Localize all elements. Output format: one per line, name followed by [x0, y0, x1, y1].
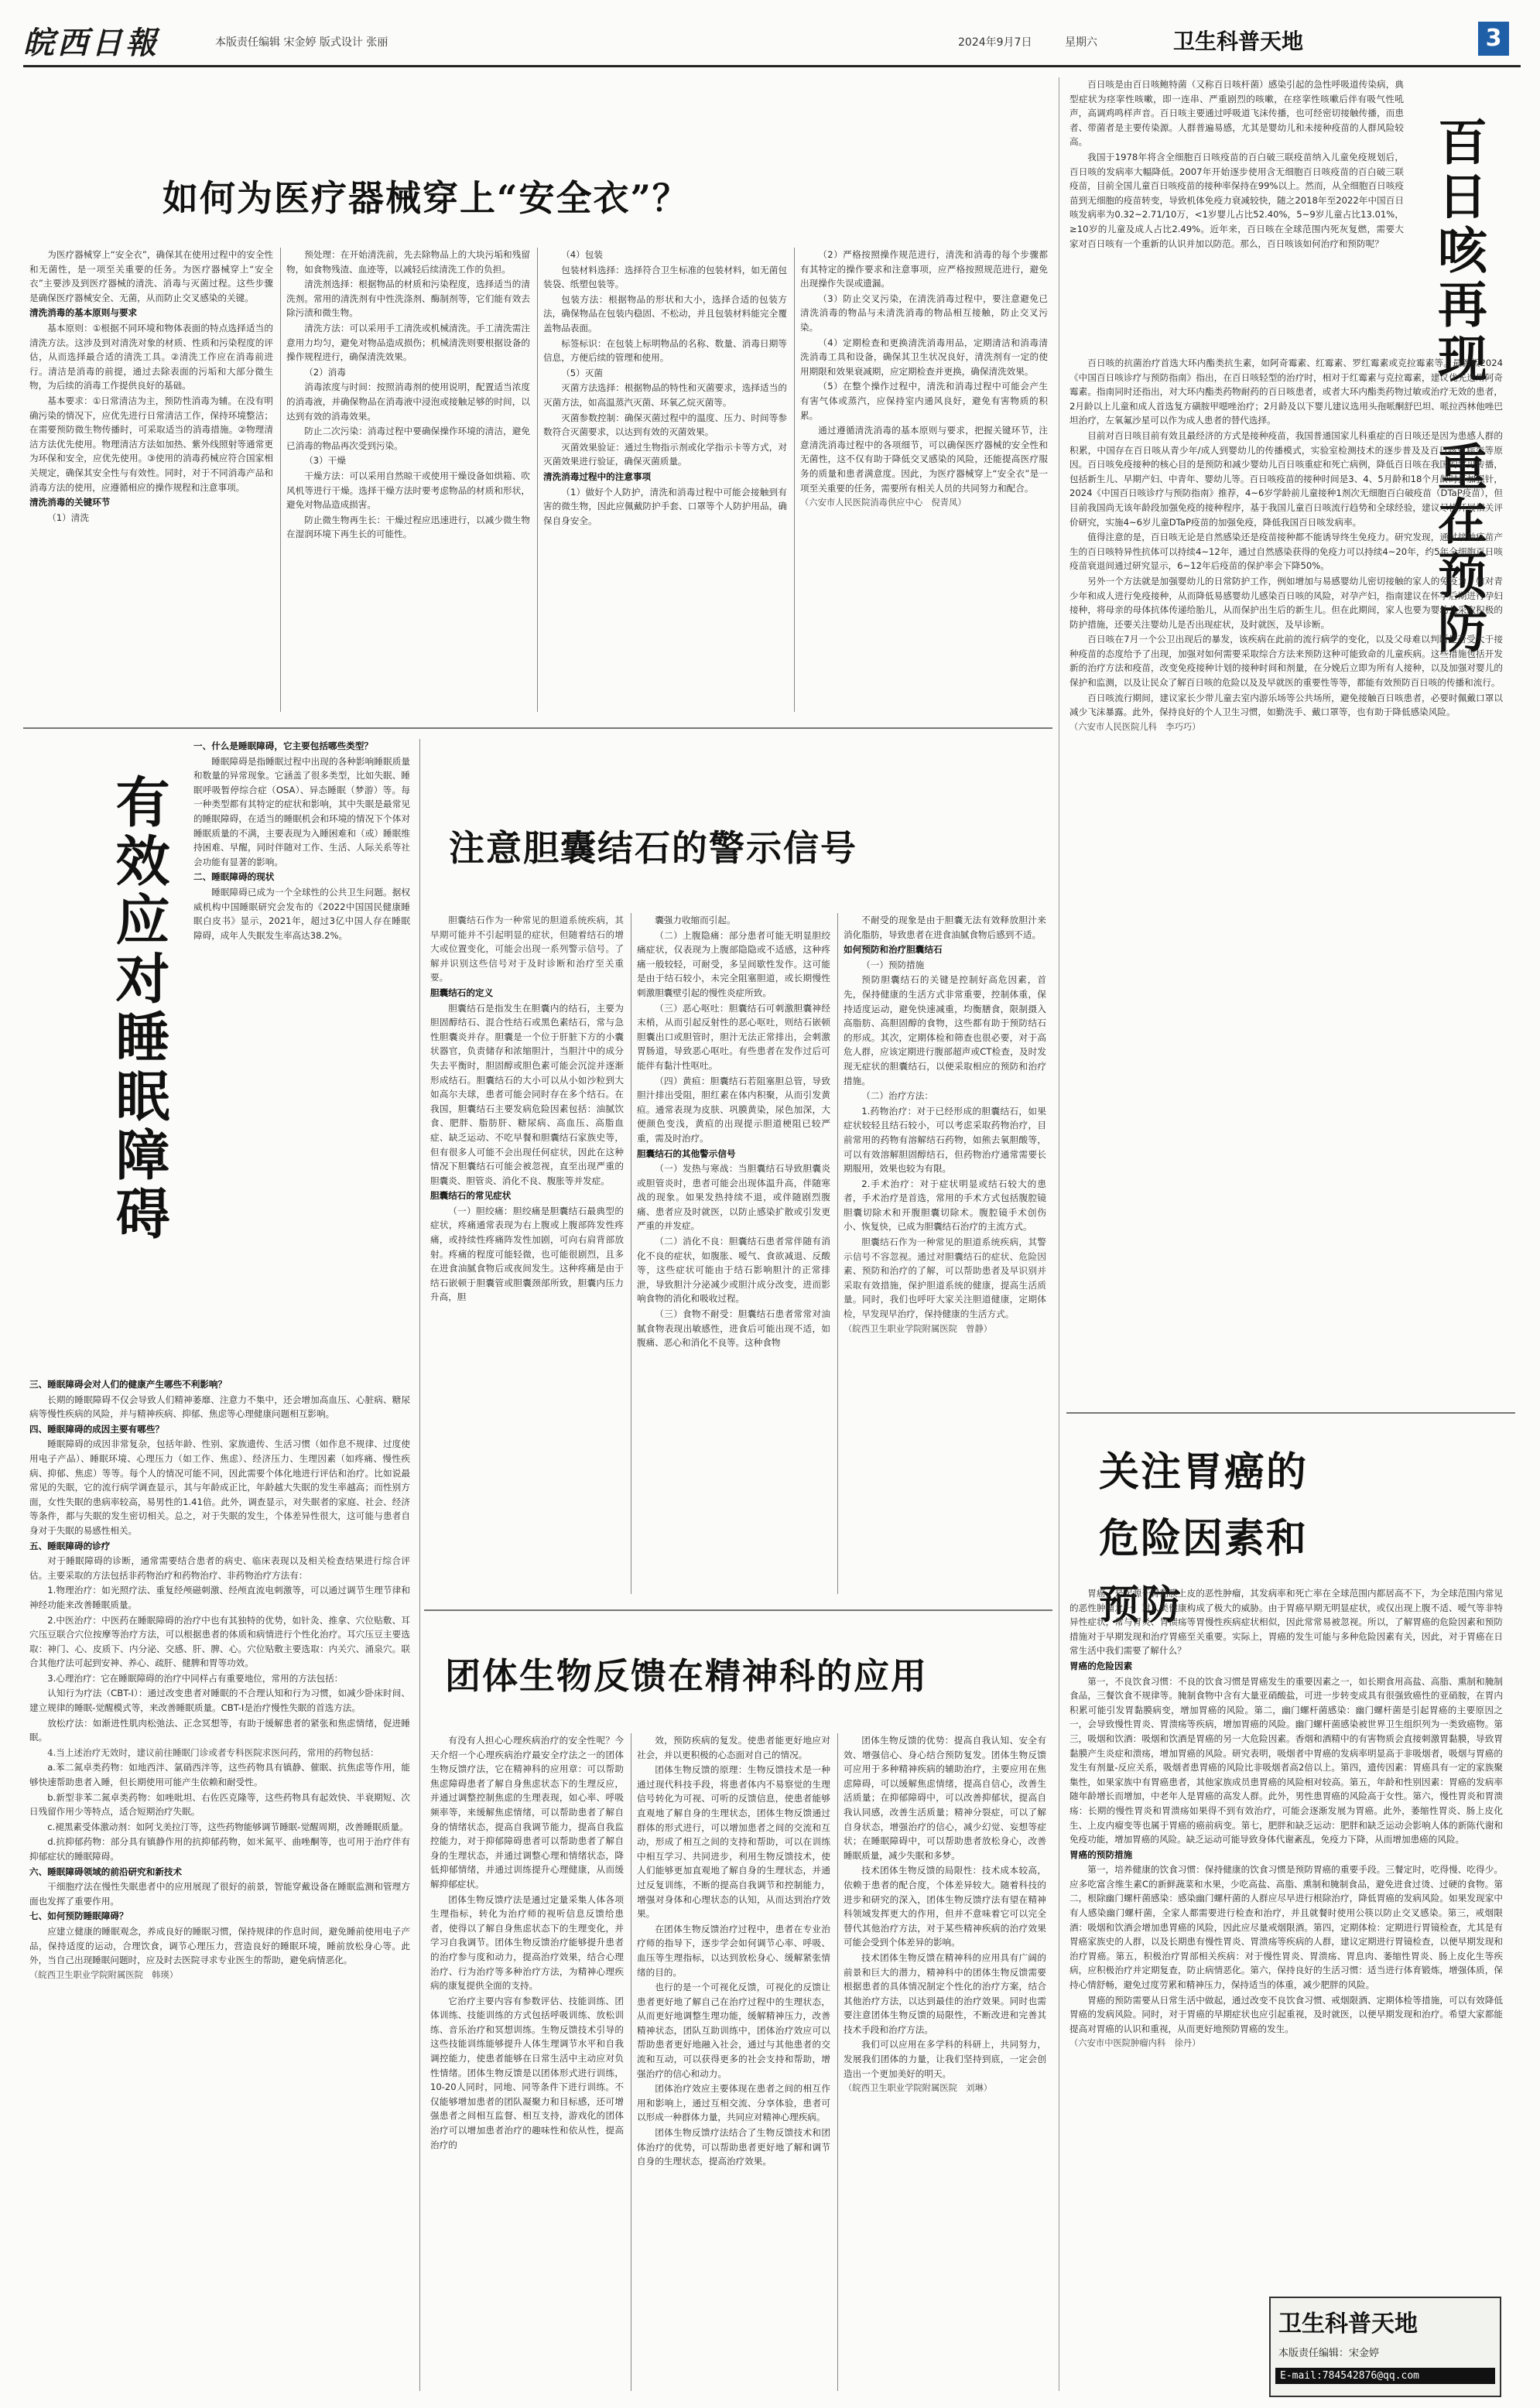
- paragraph: 基本要求：①日常清洁为主，预防性消毒为辅。在没有明确污染的情况下，应优先进行日常清洁工作，保持环境整洁；在需要预防微生物传播时，可采取适当的消毒措施。②物理清洁方法优先使用。物理清洁方法如加热、紫外线照射等通常更为环保和安全，应优先使用。③使用的消毒药械应符合国家相关规定，确保其安全性与有效性。同时，对于不同消毒产品和消毒方法的使用，应遵循相应的操作规程和注意事项。: [29, 395, 273, 493]
- paragraph: （4）包装: [561, 249, 603, 260]
- paragraph: 有没有人担心心理疾病治疗的安全性呢？今天介绍一个心理疾病治疗最安全疗法之一的团体生物反馈疗法，它在精神科的应用章：可以帮助焦虑障碍患者了解自身焦虑状态下的生理反应，并通过调整控制焦虑的生理表现，如心率、呼吸频率等，来缓解焦虑情绪，可以帮助患者了解自身的情绪状态，提高自我调节能力，提高自我监控能力，对于抑郁障碍患者可以帮助患者了解自身的生理状态，并通过调整心理和情绪状态，降低抑郁情绪，并通过训练提升心理健康，从而缓解抑郁症状。: [430, 1735, 624, 1890]
- paragraph: 团体生物反馈疗法结合了生物反馈技术和团体治疗的优势，可以帮助患者更好地了解和调节自身的生理状态，提高治疗效果。: [637, 2127, 830, 2167]
- paragraph: 百日咳在7月一个公卫出现后的暴发，该疾病在此前的流行病学的变化，以及父母难以判断是否受大于接种疫苗的态度给予了出现，加强对如何需要采取综合方法来预防这种可能致命的儿童疾病。这些措施包括开发新的治疗方法和疫苗，改变免疫接种计划的接种时间和剂量，在分娩后立即为所有人接种，以及加强对婴儿的保护和监测，以及让民众了解百日咳的危险以及及早就医的重要性等等，都能有效预防百日咳的传播和流行。: [1069, 634, 1503, 689]
- section-stamp: [1269, 2297, 1501, 2397]
- paragraph: 灭菌效果验证：通过生物指示剂或化学指示卡等方式，对灭菌效果进行验证，确保灭菌质量。: [543, 441, 787, 467]
- byline: （六安市中医院肿瘤内科 徐丹）: [1069, 2038, 1201, 2049]
- a2-body-lower: [1069, 356, 1503, 1408]
- a2-bottom-rule: [1066, 1412, 1515, 1414]
- byline: （六安市人民医院消毒供应中心 倪青凤）: [800, 498, 967, 508]
- paragraph: （3）防止交叉污染，在清洗消毒过程中，要注意避免已清洗消毒的物品与未清洗消毒的物品相互接触，防止交叉污染。: [800, 292, 1048, 333]
- paragraph: 3.心理治疗：它在睡眠障碍的治疗中同样占有重要地位，常用的方法包括：: [47, 1672, 344, 1684]
- paragraph: 清洗剂选择：根据物品的材质和污染程度，选择适当的清洗剂。常用的清洗剂有中性洗涤剂、酶制剂等，它们能有效去除污渍和微生物。: [286, 279, 530, 319]
- paragraph: 预防胆囊结石的关键是控制好高危因素，首先，保持健康的生活方式非常重要，控制体重，保持适度运动，避免快速减重，均衡膳食，限制摄入高脂肪、高胆固醇的食物，这些都有助于预防结石的形成。其次，定期体检和筛查也很必要，对于高危人群，应该定期进行腹部超声或CT检查，及时发现无症状的胆囊结石，以便采取相应的预防和治疗措施。: [844, 974, 1046, 1086]
- paragraph: （一）胆绞痛：胆绞痛是胆囊结石最典型的症状，疼痛通常表现为右上腹或上腹部阵发性疼痛，或持续性疼痛阵发性加剧，可向右肩背部放射。疼痛的程度可能轻微，也可能很剧烈，且多在进食油腻食物后或夜间发生。这种疼痛是由于结石嵌顿于胆囊管或胆囊颈部所致，胆囊内压力升高，胆: [430, 1205, 624, 1303]
- paragraph: 技术团体生物反馈在精神科的应用具有广阔的前景和巨大的潜力，精神科中的团体生物反馈需要根据患者的具体情况制定个性化的治疗方案，结合其他治疗方法，以达到最佳的治疗效果。同时也需要注意团体生物反馈的局限性，不断改进和完善其技术手段和治疗方法。: [844, 1951, 1046, 2035]
- paragraph: 胆囊结石作为一种常见的胆道系统疾病，其警示信号不容忽视。通过对胆囊结石的症状、危险因素、预防和治疗的了解，可以帮助患者及早识别并采取有效措施，保护胆道系统的健康，提高生活质量。同时，我们也呼吁大家关注胆道健康，定期体检，早发现早治疗，保持健康的生活方式。: [844, 1236, 1046, 1320]
- edit-info: 本版责任编辑 宋金婷 版式设计 张丽: [215, 36, 388, 49]
- subheading: 清洗消毒过程中的注意事项: [543, 470, 652, 482]
- a2-title: 百日咳再现 重在预防: [1429, 116, 1487, 658]
- byline: （皖西卫生职业学院附属医院 曾静）: [844, 1323, 993, 1334]
- paragraph: 值得注意的是，百日咳无论是自然感染还是疫苗接种都不能诱导终生免疫力。研究发现，通过接种疫苗产生的百日咳特异性抗体可以持续4~12年，通过自然感染获得的免疫力可以持续4~20年，约5年全细胞百日咳疫苗衰退间通过研究显示，6~12年后疫苗的保护率会下降50%。: [1069, 532, 1503, 572]
- subheading: 二、睡眠障碍的现状: [193, 871, 275, 883]
- paragraph: 百日咳流行期间，建议家长少带儿童去室内游乐场等公共场所，避免接触百日咳患者，必要时佩戴口罩以减少飞沫暴露。此外，保持良好的个人卫生习惯，如勤洗手、戴口罩等，也有助于降低感染风险。: [1069, 692, 1503, 718]
- paragraph: （2）消毒: [304, 366, 346, 378]
- byline: （皖西卫生职业学院附属医院 刘琳）: [844, 2083, 993, 2094]
- paragraph: 防止二次污染：消毒过程中要确保操作环境的清洁，避免已消毒的物品再次受到污染。: [286, 426, 530, 451]
- paragraph: a.苯二氮卓类药物：如地西泮、氯硝西泮等，这些药物具有镇静、催眠、抗焦虑等作用，能够快速帮助患者入睡，但长期使用可能产生依赖和耐受性。: [29, 1762, 410, 1788]
- a2-body: [1069, 77, 1404, 356]
- a3-divider: [419, 739, 420, 2391]
- stamp-name: 卫生科普天地: [1278, 2311, 1418, 2338]
- a5-title: 关注胃癌的危险因素和预防: [1099, 1449, 1309, 1629]
- paragraph: 清洗方法：可以采用手工清洗或机械清洗。手工清洗需注意用力均匀，避免对物品造成损伤；机械清洗则要根据设备的操作规程进行，确保清洗效果。: [286, 322, 530, 363]
- paragraph: 囊强力收缩而引起。: [655, 915, 736, 925]
- paragraph: 为医疗器械穿上“安全衣”，确保其在使用过程中的安全性和无菌性，是一项至关重要的任务。为医疗器械穿上“安全衣”主要涉及到医疗器械的清洗、消毒与灭菌过程。这些步骤是确保医疗器械安全、无菌，从而防止交叉感染的关键。: [29, 249, 273, 303]
- paragraph: 胆囊结石是指发生在胆囊内的结石，主要为胆固醇结石、混合性结石或黑色素结石，常与急性胆囊炎并存。胆囊是一个位于肝脏下方的小囊状器官，负责储存和浓缩胆汁，当胆汁中的成分失去平衡时，胆固醇或胆色素可能会沉淀并逐渐形成结石。胆囊结石的大小可以从小如沙粒到大如高尔夫球，患者可能会同时存在多个结石。在我国，胆囊结石主要发病危险因素包括：油腻饮食、肥胖、脂肪肝、糖尿病、高血压、高脂血症、缺乏运动、不吃早餐和胆囊结石家族史等，但有很多人可能不会出现任何症状，因此在这种情况下胆囊结石可能会被忽视，直至出现严重的胆囊炎、胆管炎、消化不良、腹胀等并发症。: [430, 1002, 624, 1186]
- paragraph: 4.当上述治疗无效时，建议前往睡眠门诊或者专科医院求医问药，常用的药物包括：: [47, 1746, 379, 1758]
- subheading: 清洗消毒的基本原则与要求: [29, 307, 138, 319]
- a1-divider: [280, 248, 281, 712]
- paragraph: （3）干燥: [304, 455, 346, 467]
- subheading: 胆囊结石的定义: [430, 987, 494, 998]
- paragraph: 基本原则：①根据不同环境和物体表面的特点选择适当的清洗方法。这涉及到对清洗对象的材质、性质和污染程度的评估，从而选择最合适的清洗工具。②清洗工作应在消毒前进行。清洁是消毒的前提，通过去除表面的污垢和大部分微生物，为后续的消毒工作提供良好的基础。: [29, 322, 273, 392]
- paragraph: 对于睡眠障碍的诊断，通常需要结合患者的病史、临床表现以及相关检查结果进行综合评估。主要采取的方法包括非药物治疗和药物治疗、非药物治疗方法有：: [29, 1555, 410, 1581]
- paragraph: （一）发热与寒战：当胆囊结石导致胆囊炎或胆管炎时，患者可能会出现体温升高，伴随寒战的现象。如果发热持续不退，或伴随剧烈腹痛、患者应及时就医，以防止感染扩散或引发更严重的并发症。: [637, 1163, 830, 1232]
- paragraph: 技术团体生物反馈的局限性：技术成本较高，依赖于患者的配合度，个体差异较大。随着科技的进步和研究的深入，团体生物反馈疗法有望在精神科领域发挥更大的作用，但并不意味着它可以完全替代其他治疗方法，对于某些精神疾病的治疗效果可能会受到个体差异的影响。: [844, 1865, 1046, 1948]
- paragraph: （1）做好个人防护，清洗和消毒过程中可能会接触到有害的微生物，因此应佩戴防护手套、口罩等个人防护用品，确保自身安全。: [543, 486, 787, 526]
- paragraph: 灭菌方法选择：根据物品的特性和灭菌要求，选择适当的灭菌方法，如高温蒸汽灭菌、环氧乙烷灭菌等。: [543, 382, 787, 408]
- page-number: 3: [1478, 22, 1509, 56]
- subheading: 胆囊结石的其他警示信号: [637, 1148, 736, 1159]
- paragraph: 应建立健康的睡眠观念，养成良好的睡眠习惯，保持规律的作息时间，避免睡前使用电子产品，保持适度的运动，合理饮食，调节心理压力，营造良好的睡眠环境，睡前放松身心等。此外，当自己出现睡眠问题时，应及时去医院寻求专业医生的帮助，避免病情恶化。: [29, 1925, 410, 1966]
- paragraph: 胃癌的预防需要从日常生活中做起，通过改变不良饮食习惯、戒烟限酒、定期体检等措施，可以有效降低胃癌的发病风险。同时，对于胃癌的早期症状也应引起重视，及时就医，以便早期发现和治疗。希望大家都能提高对胃癌的认识和重视，从而更好地预防胃癌的发生。: [1069, 1994, 1503, 2034]
- paragraph: （5）灭菌: [561, 367, 603, 378]
- paragraph: 睡眠障碍的成因非常复杂，包括年龄、性别、家族遗传、生活习惯（如作息不规律、过度使用电子产品）、睡眠环境、心理压力（如工作、焦虑）、经济压力、生理因素（如疼痛、慢性疾病、抑郁、焦虑）等等。每个人的情况可能不同，因此需要个体化地进行评估和治疗。比如说最常见的失眠，它的流行病学调查显示，其与年龄成正比，年龄越大失眠的发生率越高；而性别方面，女性失眠的患病率较高，易男性的1.41倍。此外，调查显示，对失眠者的家庭、社会、经济等条件，都与失眠的发生密切相关。总之，对于失眠的发生，个体差异性很大，这可能与患者自身对于失眠的易感性相关。: [29, 1438, 410, 1536]
- paragraph: 睡眠障碍已成为一个全球性的公共卫生问题。据权威机构中国睡眠研究会发布的《2022中国国民健康睡眠白皮书》显示，2021年，超过3亿中国人存在睡眠障碍，成年人失眠发生率高达38.2%。: [193, 886, 410, 941]
- paragraph: 效，预防疾病的复发。使患者能更好地应对社会，并以更积极的心态面对自己的情况。: [637, 1735, 830, 1760]
- paragraph: （2）严格按照操作规范进行，清洗和消毒的每个步骤都有其特定的操作要求和注意事项，应严格按照规范进行，避免出现操作失误或遗漏。: [800, 249, 1048, 289]
- paragraph: （1）清洗: [47, 511, 89, 523]
- paragraph: 认知行为疗法（CBT-I）：通过改变患者对睡眠的不合理认知和行为习惯，如减少卧床时间、建立规律的睡眠-觉醒模式等，来改善睡眠质量。CBT-I是治疗慢性失眠的首选方法。: [29, 1688, 410, 1714]
- a1-divider: [537, 248, 538, 712]
- paragraph: （二）消化不良：胆囊结石患者常伴随有消化不良的症状，如腹胀、嗳气、食欲减退、反酸等，这些症状可能由于结石影响胆汁的正常排泄，导致胆汁分泌减少或胆汁成分改变，进而影响食物的消化和吸收过程。: [637, 1236, 830, 1305]
- paragraph: 干燥方法：可以采用自然晾干或使用干燥设备如烘箱、吹风机等进行干燥。选择干燥方法时要考虑物品的材质和形状，避免对物品造成损害。: [286, 470, 530, 511]
- paragraph: 百日咳的抗菌治疗首选大环内酯类抗生素，如阿奇霉素、红霉素、罗红霉素或克拉霉素等。最新版2024《中国百日咳诊疗与预防指南》指出，在百日咳轻型的治疗时，相对于红霉素与克拉霉素，建议优先选用阿奇霉素。指南同时还指出，对大环内酯类药物耐药的百日咳患者，或者大环内酯类药物过敏或治疗无效的患者，2月龄以上儿童和成人首选复方磺胺甲噁唑治疗；2月龄及以下婴儿建议选用头孢哌酮舒巴坦、哌拉西林他唑巴坦治疗，左氧氟沙星可以作为成人患者的替代选择。: [1069, 357, 1503, 426]
- a1-divider: [794, 248, 795, 712]
- a6-col-2: [844, 1733, 1046, 2391]
- paragraph: 第一，培养健康的饮食习惯：保持健康的饮食习惯是预防胃癌的重要手段。三餐定时，吃得慢、吃得少。应多吃富含维生素C的新鲜蔬菜和水果，少吃高盐、高脂、熏制和腌制食品，避免进食过烫、过硬的食物。第二，根除幽门螺杆菌感染：感染幽门螺杆菌的人群应尽早进行根除治疗，降低胃癌的发病风险。如果发现家中有人感染幽门螺杆菌，全家人都需要进行检查和治疗，并且就餐时使用公筷以防止交叉感染。第三，戒烟限酒：吸烟和饮酒会增加患胃癌的风险，因此应尽量戒烟限酒。第四，定期体检：定期进行胃镜检查，尤其是有胃癌家族史的人群，以及长期患有慢性胃炎、胃溃疡等疾病的人群，建议定期进行胃镜检查，以便早期发现和治疗胃癌。第五，积极治疗胃部相关疾病：对于慢性胃炎、胃溃疡、胃息肉、萎缩性胃炎、肠上皮化生等疾病，应积极治疗并定期复查，防止病情恶化。第六，保持良好的生活习惯：适当进行体育锻炼，增强体质，保持心情舒畅，避免过度劳累和精神压力，保持适当的体重，减少肥胖的风险。: [1069, 1864, 1503, 1991]
- paragraph: 团体治疗效应主要体现在患者之间的相互作用和影响上，通过互相交流、分享体验，患者可以形成一种群体力量，共同应对精神心理疾病。: [637, 2083, 830, 2123]
- subheading: 五、睡眠障碍的诊疗: [29, 1540, 111, 1551]
- header-rule: [23, 65, 1521, 67]
- byline: （六安市人民医院儿科 李巧巧）: [1069, 721, 1201, 732]
- paragraph: 在团体生物反馈治疗过程中，患者在专业治疗师的指导下，逐步学会如何调节心率、呼吸、血压等生理指标，以达到放松身心、缓解紧张情绪的目的。: [637, 1923, 830, 1978]
- a6-col-1: [637, 1733, 830, 2391]
- paragraph: 我国于1978年将含全细胞百日咳疫苗的百白破三联疫苗纳入儿童免疫规划后，百日咳的发病率大幅降低。2007年开始逐步使用含无细胞百日咳疫苗的百白破三联疫苗，目前全国儿童百日咳疫苗的接种率保持在99%以上。然而，从全细胞百日咳疫苗到无细胞的疫苗转变，导致机体免疫力衰减较快，随之2018年至2022年中国百日咳发病率为0.32~2.71/10万，<1岁婴儿占比52.40%，5~9岁儿童占比13.01%，≥10岁的儿童及成人占比2.49%。近年来，百日咳在全球范围内死灰复燃，需要大家对百日咳有一个重新的认识并加以防范。那么，百日咳该如何治疗和预防呢？: [1069, 151, 1404, 249]
- paragraph: 包装方法：根据物品的形状和大小，选择合适的包装方法，确保物品在包装内稳固、不松动，并且包装材料能完全覆盖物品表面。: [543, 293, 787, 333]
- paragraph: （一）预防措施: [861, 959, 925, 970]
- subheading: 七、如何预防睡眠障碍？: [29, 1910, 128, 1922]
- paragraph: 2.手术治疗：对于症状明显或结石较大的患者，手术治疗是首选，常用的手术方式包括腹腔镜胆囊切除术和开腹胆囊切除术。腹腔镜手术创伤小、恢复快，已成为胆囊结石治疗的主流方式。: [844, 1178, 1046, 1233]
- paragraph: b.新型非苯二氮卓类药物：如唑吡坦、右佐匹克隆等，这些药物具有起效快、半衰期短、次日残留作用少等特点，适合短期治疗失眠。: [29, 1791, 410, 1818]
- paragraph: （三）食物不耐受：胆囊结石患者常常对油腻食物表现出敏感性，进食后可能出现不适，如腹痛、恶心和消化不良等。这种食物: [637, 1308, 830, 1349]
- paragraph: d.抗抑郁药物：部分具有镇静作用的抗抑郁药物，如米氮平、曲唑酮等，也可用于治疗伴有抑郁症状的睡眠障碍。: [29, 1836, 410, 1862]
- issue-date: 2024年9月7日: [958, 36, 1032, 49]
- paragraph: 它治疗主要内容有参数评估、技能训练、团体训练、技能训练的方式包括呼吸训练、放松训练、音乐治疗和冥想训练。生物反馈技术引导的这些技能训练能够提升人体生理调节水平和自我调控能力，使患者能够在日常生活中主动应对负性情绪。团体生物反馈是以团体形式进行训练，10-20人同时，同地、同等条件下进行训练。不仅能够增加患者的团队凝聚力和目标感，还可增强患者之间相互监督、相互支持，游戏化的团体治疗可以增加患者治疗的趣味性和依从性，提高治疗的: [430, 1995, 624, 2150]
- paragraph: 1.物理治疗：如光照疗法、重复经颅磁刺激、经颅直流电刺激等，可以通过调节生理节律和神经功能来改善睡眠质量。: [29, 1585, 410, 1610]
- a4-divider: [837, 913, 838, 1594]
- paragraph: （二）治疗方法：: [861, 1090, 933, 1102]
- a4-title: 注意胆囊结石的警示信号: [449, 827, 857, 869]
- paragraph: 包装材料选择：选择符合卫生标准的包装材料，如无菌包装袋、纸塑包装等。: [543, 264, 787, 290]
- a1-title: 如何为医疗器械穿上“安全衣”？: [163, 177, 690, 219]
- a6-divider: [837, 1733, 838, 2391]
- a1-bottom-rule: [23, 727, 1052, 729]
- paragraph: 预处理：在开始清洗前，先去除物品上的大块污垢和残留物，如食物残渣、血迹等，以减轻后续清洗工作的负担。: [286, 249, 530, 275]
- section-name: 卫生科普天地: [1173, 29, 1304, 54]
- paragraph: 2.中医治疗：中医药在睡眠障碍的治疗中也有其独特的优势，如针灸、推拿、穴位贴敷、耳穴压豆联合穴位按摩等治疗方法，可以根据患者的体质和病情进行个性化治疗。耳穴压豆主要选取：神门、心、皮质下、内分泌、交感、肝、脾、心。穴位贴敷主要选取：内关穴、涌泉穴。联合其他疗法可起到安神、养心、疏肝、健脾和胃等功效。: [29, 1614, 410, 1669]
- a4-col-0: [430, 913, 624, 1594]
- paragraph: （四）黄疸：胆囊结石若阻塞胆总管，导致胆汁排出受阻，胆红素在体内积聚，从而引发黄疸。通常表现为皮肤、巩膜黄染，尿色加深，大便颜色变浅，黄疸的出现提示胆道梗阻已较严重，需及时治疗。: [637, 1075, 830, 1144]
- paragraph: 长期的睡眠障碍不仅会导致人们精神萎靡、注意力不集中，还会增加高血压、心脏病、糖尿病等慢性疾病的风险，并与精神疾病、抑郁、焦虑等心理健康问题相互影响。: [29, 1394, 410, 1420]
- a4-col-2: [844, 913, 1046, 1594]
- stamp-editor: 本版责任编辑：宋金婷: [1278, 2348, 1380, 2359]
- a3-body: [29, 1377, 410, 2383]
- paragraph: 团体生物反馈疗法是通过定量采集人体各项生理指标，转化为治疗师的视听信息反馈给患者，使得以了解自身焦虑状态下的生理变化，并学习自我调节。团体生物反馈治疗能够提升患者的治疗参与度和动力，提高治疗效果，结合心理治疗、行为治疗等多种治疗方法，为精神心理疾病的康复提供全面的支持。: [430, 1893, 624, 1992]
- a4-bottom-rule: [424, 1609, 1052, 1611]
- paragraph: 消毒浓度与时间：按照消毒剂的使用说明，配置适当浓度的消毒液，并确保物品在消毒液中浸泡或接触足够的时间，以达到有效的消毒效果。: [286, 381, 530, 422]
- subheading: 四、睡眠障碍的成因主要有哪些？: [29, 1423, 164, 1435]
- subheading: 胆囊结石的常见症状: [430, 1190, 512, 1202]
- a1-col-1: [286, 248, 530, 720]
- paragraph: 我们可以应用在多学科的科研上，共同努力，发展我们团体的力量，让我们坚持到底，一定会创造出一个更加美好的明天。: [844, 2039, 1046, 2079]
- paragraph: 放松疗法：如渐进性肌肉松弛法、正念冥想等，有助于缓解患者的紧张和焦虑情绪，促进睡眠。: [29, 1717, 410, 1743]
- subheading: 六、睡眠障碍领域的前沿研究和新技术: [29, 1866, 183, 1877]
- subheading: 胃癌的危险因素: [1069, 1660, 1133, 1671]
- stamp-email: E-mail:784542876@qq.com: [1275, 2368, 1495, 2384]
- byline: （皖西卫生职业学院附属医院 韩瑛）: [29, 1969, 179, 1980]
- subheading: 一、什么是睡眠障碍，它主要包括哪些类型？: [193, 741, 373, 751]
- a5-body: [1069, 1586, 1503, 2329]
- paragraph: 目前对百日咳目前有效且最经济的方式是接种疫苗，我国普通国家儿科重症的百日咳还是因为患感人群的积累，中国存在百日咳从青少年/成人到婴幼儿的传播模式，实验室检测技术的逐步普及及百日咳致病变等原因。百日咳免疫接种的核心目的是预防和减少婴幼儿百日咳重症和死亡病例，降低百日咳在我国的常见传播，包括新生儿、早期产妇、中青年、婴幼儿等。百日咳疫苗的接种时间是3、4、5月龄和18个月龄时打加强针，2024《中国百日咳诊疗与预防指南》推荐，4~6岁学龄前儿童接种1剂次无细胞百白破疫苗（DTaP疫苗），但目前我国尚无该年龄段加强免疫的接种程序，基于我国儿童百日咳流行趋势和全球经验，建议尽快开展相关评价研究，实施4~6岁儿童DTaP疫苗的加强免疫，降低我国百日咳发病率。: [1069, 429, 1503, 528]
- paragraph: 胃癌，是起源于胃黏膜上皮的恶性肿瘤，其发病率和死亡率在全球范围内都居高不下，为全球范围内常见的恶性肿瘤之一，对人类健康构成了极大的威胁。由于胃癌早期无明显症状，或仅出现上腹不适、嗳气等非特异性症状，常与胃炎、胃溃疡等胃慢性疾病症状相似，因此常常易被忽视。所以，了解胃癌的危险因素和预防措施对于早期发现和治疗胃癌至关重要。实际上，胃癌的发生可能与多种危险因素有关，因此，对于胃癌在日常生活中我们需要了解什么？: [1069, 1588, 1503, 1657]
- a3-body-top: [193, 739, 410, 1373]
- paragraph: 标签标识：在包装上标明物品的名称、数量、消毒日期等信息，方便后续的管理和使用。: [543, 337, 787, 364]
- subheading: 如何预防和治疗胆囊结石: [844, 944, 943, 956]
- a6-col-0: [430, 1733, 624, 2391]
- paragraph: 1.药物治疗：对于已经形成的胆囊结石，如果症状较轻且结石较小，可以考虑采取药物治疗，目前常用的药物有溶解结石药物，如熊去氧胆酸等，可以有效溶解胆固醇结石，但药物治疗通常需要长期服用，效果也较为有限。: [844, 1105, 1046, 1175]
- paragraph: 也行的是一个可视化反馈，可视化的反馈让患者更好地了解自己在治疗过程中的生理状态，从而更好地调整生理功能，缓解精神压力，改善精神状态，团队互助训练中，团体治疗效应可以帮助患者更好地融入社会，通过与其他患者的交流和互动，可以获得更多的社会支持和帮助，增强治疗的信心和动力。: [637, 1982, 830, 2079]
- a4-col-1: [637, 913, 830, 1594]
- subheading: 清洗消毒的关键环节: [29, 497, 111, 508]
- paragraph: c.褪黑素受体激动剂：如阿戈美拉汀等，这些药物能够调节睡眠-觉醒周期，改善睡眠质量。: [47, 1821, 409, 1832]
- a1-col-3: [800, 248, 1048, 720]
- subheading: 胃癌的预防措施: [1069, 1849, 1133, 1860]
- paragraph: （4）定期检查和更换清洗消毒用品，定期清洁和消毒清洗消毒工具和设备，确保其卫生状况良好，清洗剂有一定的使用期限和效果衰减期，应定期检查并更换，确保清洗效果。: [800, 337, 1048, 377]
- paragraph: （5）在整个操作过程中，清洗和消毒过程中可能会产生有害气体或蒸汽，应保持室内通风良好，避免有害物质的积累。: [800, 381, 1048, 421]
- paragraph: 百日咳是由百日咳鲍特菌（又称百日咳杆菌）感染引起的急性呼吸道传染病，典型症状为痉挛性咳嗽，即一连串、严重剧烈的咳嗽，在痉挛性咳嗽后伴有吸气性吼声，高调鸡鸣样声音。百日咳主要通过呼吸道飞沫传播，也可经密切接触传播，而患者、带菌者是主要传染源。人群普遍易感，尤其是婴幼儿和未接种疫苗的人群风险较高。: [1069, 79, 1404, 148]
- a1-col-2: [543, 248, 787, 720]
- a1-col-0: [29, 248, 273, 720]
- paragraph: 不耐受的现象是由于胆囊无法有效释放胆汁来消化脂肪，导致患者在进食油腻食物后感到不适。: [844, 915, 1046, 940]
- paragraph: 灭菌参数控制：确保灭菌过程中的温度、压力、时间等参数符合灭菌要求，以达到有效的灭菌效果。: [543, 412, 787, 438]
- paragraph: 通过遵循清洗消毒的基本原则与要求，把握关键环节，注意清洗消毒过程中的各项细节，可以确保医疗器械的安全性和无菌性，这不仅有助于降低交叉感染的风险，还能提高医疗服务的质量和患者满意度。因此，为医疗器械穿上“安全衣”是一项至关重要的任务，需要所有相关人员的共同努力和配合。: [800, 425, 1048, 494]
- issue-weekday: 星期六: [1065, 36, 1097, 49]
- paragraph: （三）恶心呕吐：胆囊结石可刺激胆囊神经末梢，从而引起反射性的恶心呕吐，则结石嵌顿胆囊出口或胆管时，胆汁无法正常排出，会刺激胃肠道，导致恶心呕吐。有些患者在发作过后可能伴有黏汁性呕吐。: [637, 1002, 830, 1071]
- paragraph: 另外一个方法就是加强婴幼儿的日常防护工作，例如增加与易感婴幼儿密切接触的家人的免疫力，如对青少年和成人进行免疫接种，从而降低易感婴幼儿感染百日咳的风险，对孕产妇，指南建议在怀孕后期进行孕妇接种，将母亲的母体抗体传递给胎儿，从而保护出生后的新生儿。但在此期间，家人也要为婴幼儿采取积极的防护措施，还要关注婴幼儿是否出现症状，及时就医，及早诊断。: [1069, 575, 1503, 630]
- paragraph: 团体生物反馈的优势：提高自我认知、安全有效、增强信心、身心结合预防复发。团体生物反馈可应用于多种精神疾病的辅助治疗，主要应用在焦虑障碍，可以缓解焦虑情绪，提高自信心，改善生活质量；在抑郁障碍中，可以改善抑郁状，提高自我认同感，改善生活质量；精神分裂症，可以了解自身状态，增强治疗的信心，减少幻觉、妄想等症状；在睡眠障碍中，可以帮助患者放松身心，改善睡眠质量，减少失眠和多梦。: [844, 1735, 1046, 1861]
- masthead: [23, 17, 1521, 63]
- paragraph: 第一，不良饮食习惯：不良的饮食习惯是胃癌发生的重要因素之一，如长期食用高盐、高脂、熏制和腌制食品，三餐饮食不规律等。腌制食物中含有大量亚硝酸盐，可进一步转变成具有很强致癌性的亚硝胺，在胃内积累可能引发胃黏膜病变，增加胃癌的风险。第二，幽门螺杆菌感染：幽门螺杆菌是引起胃癌的主要原因之一，会导致慢性胃炎、胃溃疡等疾病，增加胃癌的风险。幽门螺杆菌感染被世界卫生组织列为一类致癌物。第三，吸烟和饮酒：吸烟和饮酒是胃癌的另一大危险因素。香烟和酒精中的有害物质会直接刺激胃黏膜，导致胃黏膜产生炎症和溃疡，增加胃癌的风险。研究表明，吸烟者中胃癌的发病率明显高于非吸烟者，吸烟与胃癌的发生有剂量-反应关系，吸烟者患胃癌的风险比非吸烟者高2倍以上。第四，遗传因素：胃癌具有一定的家族聚集性，如果家族中有胃癌患者，其他家族成员患胃癌的风险相对较高。第五，年龄和性别因素：胃癌的发病率随年龄增长而增加，中老年人是胃癌的高发人群。此外，男性患胃癌的风险高于女性。第六，慢性胃炎和胃溃疡：长期的慢性胃炎和胃溃疡如果得不到有效治疗，可能会逐渐发展为胃癌。此外，萎缩性胃炎、肠上皮化生、上皮内瘤变等也属于胃癌的癌前病变。第七，肥胖和缺乏运动：肥胖和缺乏运动会影响人体的新陈代谢和免疫功能，增加胃癌的风险。缺乏运动可能导致身体代谢紊乱，免疫力下降，从而增加患癌的风险。: [1069, 1675, 1503, 1845]
- paragraph: 团体生物反馈的原理：生物反馈技术是一种通过现代科技手段，将患者体内不易察觉的生理信号转化为可视、可听的反馈信息，使患者能够直观地了解自身的生理状态，团体生物反馈通过群体的形式进行，可以增加患者之间的交流和互动，形成了相互之间的支持和帮助，可以在训练中相互学习、共同进步，利用生物反馈技术，使人们能够更加直观地了解自身的生理状态，并通过反复训练，不断的提高自我调节和控制能力，增强对身体和心理状态的认知，从而达到治疗效果。: [637, 1764, 830, 1920]
- subheading: 三、睡眠障碍会对人们的健康产生哪些不利影响？: [29, 1379, 228, 1390]
- a6-title: 团体生物反馈在精神科的应用: [445, 1655, 928, 1697]
- paragraph: （二）上腹隐痛：部分患者可能无明显胆绞痛症状，仅表现为上腹部隐隐或不适感，这种疼痛一般较轻，可耐受，多呈间歇性发作。这可能是由于结石较小，未完全阻塞胆道，或长期慢性刺激胆囊壁引起的慢性炎症所致。: [637, 929, 830, 998]
- paragraph: 胆囊结石作为一种常见的胆道系统疾病，其早期可能并不引起明显的症状，但随着结石的增大或位置变化，可能会出现一系列警示信号。了解并识别这些信号对于及时诊断和治疗至关重要。: [430, 915, 624, 983]
- paragraph: 防止微生物再生长：干燥过程应迅速进行，以减少微生物在湿润环境下再生长的可能性。: [286, 514, 530, 540]
- a3-title: 有效应对睡眠障碍: [107, 774, 171, 1244]
- paragraph: 干细胞疗法在慢性失眠患者中的应用展现了很好的前景，智能穿戴设备在睡眠监测和管理方面也发挥了重要作用。: [29, 1881, 410, 1907]
- paragraph: 睡眠障碍是指睡眠过程中出现的各种影响睡眠质量和数量的异常现象。它涵盖了很多类型，比如失眠、睡眠呼吸暂停综合症（OSA）、异态睡眠（梦游）等。每一种类型都有其特定的症状和影响，其中失眠是最常见的睡眠障碍，在适当的睡眠机会和环境的情况下个体对睡眠质量的不满，主要表现为入睡困难和（或）睡眠维持困难、早醒，同时伴随对工作、生活、人际关系等社会功能有显著的影响。: [193, 755, 410, 867]
- newspaper-logo: 皖西日報: [23, 25, 159, 61]
